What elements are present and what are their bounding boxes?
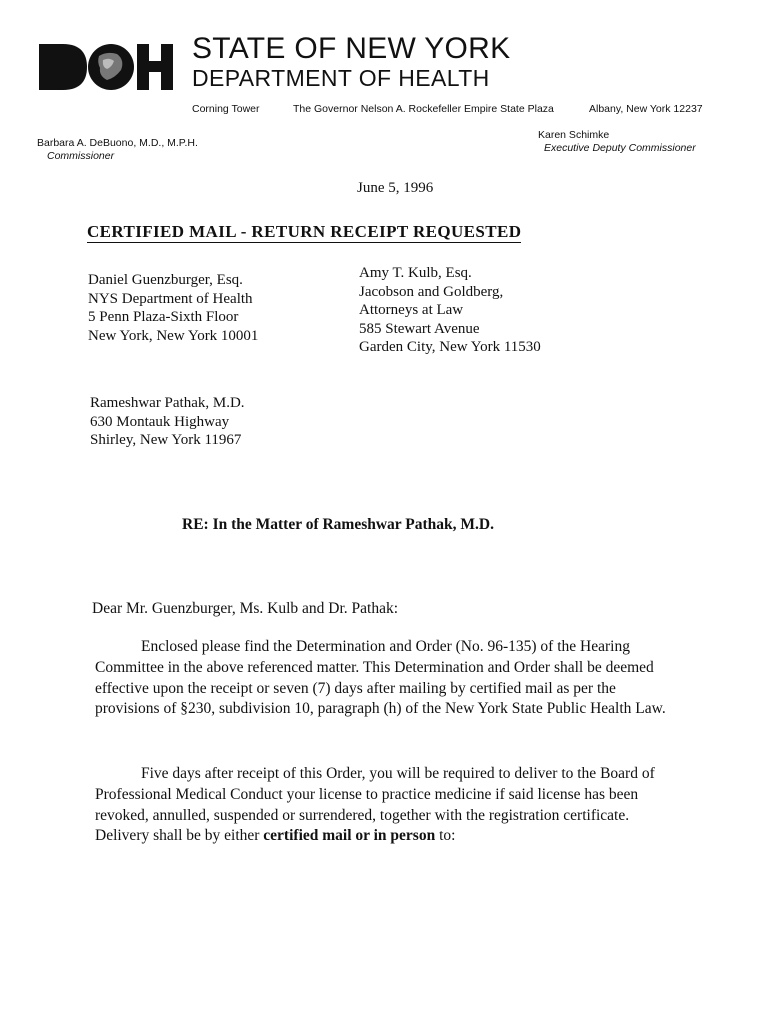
doh-logo [37,42,177,92]
deputy-name: Karen Schimke [538,129,610,141]
recipient-block-kulb [359,264,541,357]
re-line: RE: In the Matter of Rameshwar Pathak, M.D. [182,516,494,533]
commissioner-title: Commissioner [47,150,115,162]
address-line: 585 Stewart Avenue [359,320,480,337]
body-paragraph-2 [95,764,670,847]
letterhead-title: STATE OF NEW YORK [192,32,511,65]
address-line: New York, New York 10001 [88,327,259,344]
letter-date: June 5, 1996 [357,180,434,196]
address-line: Rameshwar Pathak, M.D. [90,395,245,411]
address-line: 630 Montauk Highway [90,413,230,430]
body-paragraph-1 [95,637,670,720]
delivery-method: certified mail or in person [263,827,436,845]
paragraph-text: Enclosed please find the Determination and Order (No. 96-135) of the Hearing Committee in the above referenced matter. This Determination and Order shall be deemed effective upon the receipt or seven (7) days after mailing by certified mail as per the provisions of §230, subdivision 10, paragraph (h) of the New York State Public Health Law. [95,638,666,718]
address-line: Attorneys at Law [359,302,464,318]
address-line: Jacobson and Goldberg, [359,283,504,300]
address-city: Albany, New York 12237 [589,103,703,115]
address-line: Shirley, New York 11967 [90,432,242,448]
address-building: Corning Tower [192,103,260,115]
address-line: Daniel Guenzburger, Esq. [88,272,243,288]
certified-mail-notice: CERTIFIED MAIL - RETURN RECEIPT REQUESTED [87,222,522,241]
recipient-block-guenzburger [88,271,258,345]
address-plaza: The Governor Nelson A. Rockefeller Empire State Plaza [293,103,554,115]
address-line: Amy T. Kulb, Esq. [359,265,472,281]
recipient-block-pathak [90,394,245,450]
paragraph-text-end: to: [435,827,456,845]
letterhead-subtitle: DEPARTMENT OF HEALTH [192,65,490,91]
deputy-title: Executive Deputy Commissioner [544,142,696,154]
paragraph-text: Five days after receipt of this Order, you will be required to deliver to the Board of Professional Medical Conduct your license to practice medicine if said license has been revoked, annulled, suspended or surrendered, together with the registration certificate. Delivery shall be by either [95,765,655,845]
commissioner-name: Barbara A. DeBuono, M.D., M.P.H. [37,137,198,149]
address-line: NYS Department of Health [88,290,253,307]
address-line: 5 Penn Plaza-Sixth Floor [88,309,239,325]
address-line: Garden City, New York 11530 [359,339,541,355]
salutation: Dear Mr. Guenzburger, Ms. Kulb and Dr. Pathak: [92,600,399,617]
